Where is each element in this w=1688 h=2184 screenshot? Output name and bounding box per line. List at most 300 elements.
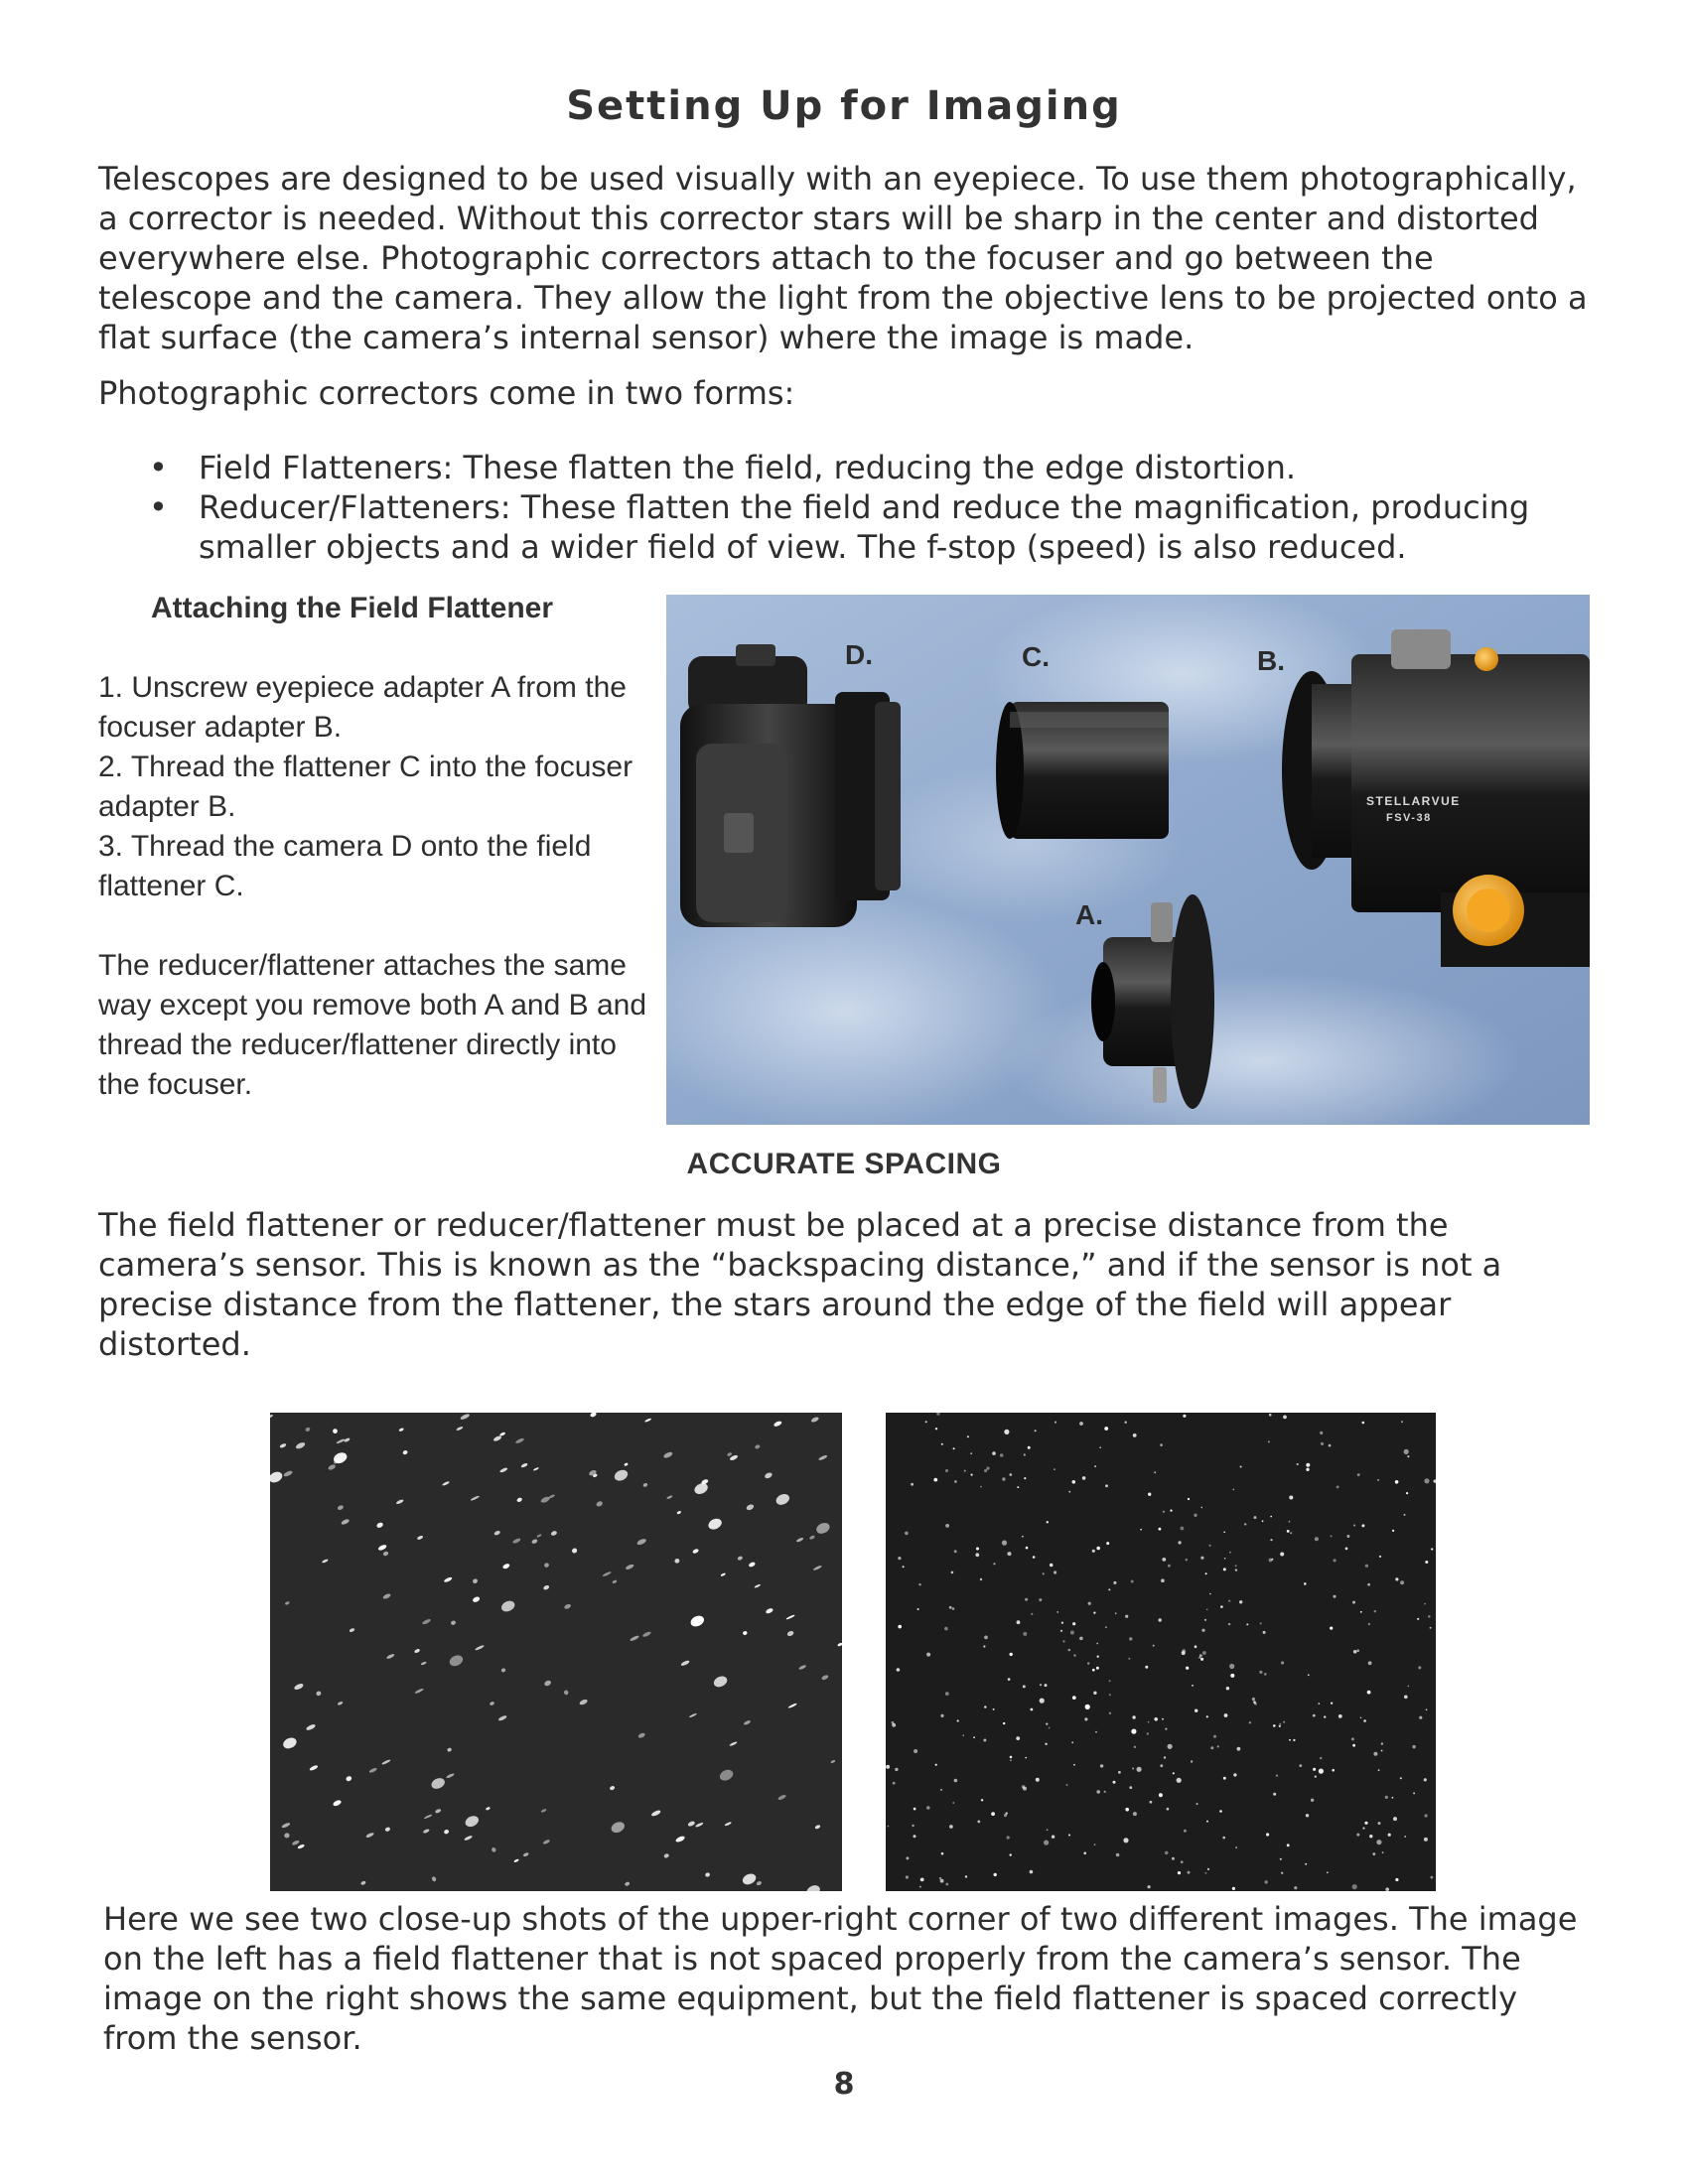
star xyxy=(917,1608,919,1610)
star xyxy=(1367,1583,1370,1586)
star xyxy=(1105,1626,1107,1628)
star xyxy=(1008,1678,1011,1681)
star xyxy=(1092,1669,1095,1672)
star xyxy=(1407,1455,1409,1457)
star xyxy=(1133,1433,1137,1437)
star xyxy=(1129,1637,1132,1640)
star xyxy=(724,1822,732,1827)
star xyxy=(384,1827,390,1833)
star xyxy=(512,1538,521,1545)
star xyxy=(1320,1757,1322,1759)
star xyxy=(1305,1863,1307,1865)
star xyxy=(540,1808,547,1813)
star xyxy=(712,1674,729,1689)
telescope-model: FSV-38 xyxy=(1386,812,1432,824)
star xyxy=(718,1768,735,1783)
star xyxy=(727,1451,733,1456)
telescope-brand: STELLARVUE xyxy=(1366,794,1461,808)
star xyxy=(1163,1511,1165,1513)
star xyxy=(1412,1745,1415,1748)
star xyxy=(1254,1516,1257,1519)
star xyxy=(756,1880,763,1886)
star xyxy=(1313,1714,1316,1717)
star xyxy=(1385,1887,1389,1891)
star xyxy=(1205,1572,1207,1574)
star xyxy=(540,1495,551,1503)
star xyxy=(1154,1471,1156,1473)
star xyxy=(1413,1792,1415,1794)
star xyxy=(1428,1615,1431,1618)
star xyxy=(365,1832,374,1839)
star xyxy=(962,1734,964,1736)
star xyxy=(550,1530,557,1536)
star xyxy=(897,1668,901,1672)
star xyxy=(1395,1577,1398,1580)
star xyxy=(1393,1817,1397,1821)
star xyxy=(515,1437,525,1444)
star xyxy=(945,1883,948,1886)
star xyxy=(447,1747,453,1752)
star xyxy=(720,1572,726,1576)
star xyxy=(787,1703,797,1708)
star xyxy=(1281,1661,1284,1664)
star xyxy=(642,1631,652,1638)
star xyxy=(1213,1735,1216,1738)
star xyxy=(1372,1852,1375,1855)
star xyxy=(741,1871,758,1886)
star xyxy=(1336,1486,1339,1489)
star xyxy=(609,1785,615,1791)
star xyxy=(1276,1775,1278,1777)
star xyxy=(1105,1484,1108,1487)
star xyxy=(1002,1541,1007,1546)
star xyxy=(395,1499,404,1505)
star xyxy=(1025,1598,1028,1601)
star xyxy=(993,1708,995,1710)
star xyxy=(693,1481,710,1496)
star xyxy=(1360,1717,1362,1719)
star xyxy=(954,1480,957,1483)
star xyxy=(984,1469,987,1472)
star xyxy=(332,1428,338,1433)
star xyxy=(1424,1478,1429,1483)
star xyxy=(1361,1524,1364,1527)
step-3: 3. Thread the camera D onto the field flattener C. xyxy=(98,830,592,902)
star xyxy=(1244,1523,1246,1525)
star xyxy=(1104,1427,1108,1431)
star xyxy=(1378,1822,1381,1825)
star xyxy=(602,1570,612,1576)
star xyxy=(650,1809,661,1817)
star xyxy=(952,1802,954,1804)
star xyxy=(971,1474,973,1476)
star xyxy=(1376,1840,1381,1844)
star xyxy=(1201,1507,1203,1509)
star xyxy=(764,1471,773,1479)
star xyxy=(1132,1715,1135,1718)
star xyxy=(1419,1716,1422,1719)
star xyxy=(1079,1637,1083,1641)
star xyxy=(1093,1692,1096,1695)
star xyxy=(1068,1835,1070,1837)
star xyxy=(332,1799,342,1807)
star xyxy=(980,1486,982,1488)
star xyxy=(1356,1834,1359,1837)
star xyxy=(1229,1552,1231,1554)
star xyxy=(306,1723,317,1731)
star xyxy=(493,1530,500,1536)
star xyxy=(1082,1476,1086,1480)
star xyxy=(460,1413,471,1421)
star xyxy=(297,1843,305,1849)
star xyxy=(1308,1674,1310,1676)
star-image-aligned xyxy=(886,1413,1436,1891)
star xyxy=(1404,1514,1406,1516)
star xyxy=(382,1592,391,1599)
star xyxy=(1362,1828,1364,1830)
star xyxy=(1345,1548,1348,1551)
star xyxy=(279,1442,287,1448)
star xyxy=(1162,1558,1166,1562)
star xyxy=(812,1565,822,1570)
star xyxy=(1196,1803,1198,1805)
star xyxy=(941,1443,943,1445)
star xyxy=(814,1521,831,1536)
star xyxy=(1024,1477,1026,1479)
star xyxy=(1249,1721,1251,1723)
star xyxy=(729,1741,738,1747)
star xyxy=(984,1636,988,1640)
star xyxy=(450,1620,456,1626)
star xyxy=(774,1420,783,1427)
star xyxy=(1304,1582,1307,1585)
star xyxy=(442,1481,450,1487)
star xyxy=(1010,1756,1013,1759)
star xyxy=(830,1759,835,1763)
star xyxy=(1209,1593,1211,1595)
star xyxy=(341,1518,351,1525)
star xyxy=(1073,1764,1075,1766)
star xyxy=(954,1550,957,1553)
star xyxy=(1388,1834,1391,1837)
star xyxy=(309,1764,319,1771)
star xyxy=(1115,1612,1117,1614)
star xyxy=(1160,1764,1163,1767)
star xyxy=(1047,1829,1049,1831)
star xyxy=(941,1852,944,1855)
star xyxy=(1148,1721,1150,1723)
star xyxy=(435,1808,442,1814)
star xyxy=(316,1691,322,1697)
star xyxy=(443,1829,449,1835)
star xyxy=(443,1576,452,1583)
star xyxy=(1178,1871,1181,1874)
star xyxy=(1132,1768,1134,1770)
star xyxy=(1040,1699,1045,1704)
star xyxy=(1418,1666,1421,1669)
star xyxy=(920,1878,924,1882)
star xyxy=(1204,1619,1206,1621)
star xyxy=(981,1799,983,1801)
star xyxy=(475,1645,485,1652)
star xyxy=(1060,1630,1062,1632)
star xyxy=(531,1539,538,1545)
star xyxy=(1378,1769,1380,1771)
star xyxy=(464,1814,481,1829)
star xyxy=(1022,1785,1025,1788)
star xyxy=(1072,1622,1075,1625)
star xyxy=(637,1732,645,1739)
star xyxy=(386,1653,395,1660)
star xyxy=(1280,1553,1284,1557)
star xyxy=(898,1557,901,1560)
star xyxy=(1096,1547,1100,1551)
page-number: 8 xyxy=(833,2067,855,2102)
star xyxy=(1201,1629,1204,1632)
star xyxy=(1265,1880,1268,1883)
equipment-photo xyxy=(666,595,1590,1125)
star xyxy=(992,1451,996,1455)
star xyxy=(1290,1532,1292,1534)
star xyxy=(377,1544,387,1552)
star xyxy=(1395,1480,1399,1484)
star xyxy=(1235,1846,1237,1848)
star xyxy=(1150,1801,1153,1804)
star xyxy=(360,1880,366,1885)
star xyxy=(499,1467,508,1473)
star xyxy=(785,1614,795,1620)
star xyxy=(1097,1656,1099,1658)
star xyxy=(1315,1537,1319,1541)
star xyxy=(624,1462,629,1466)
star xyxy=(543,1584,550,1590)
star xyxy=(1159,1528,1162,1531)
star-image-misaligned xyxy=(270,1413,842,1891)
star xyxy=(1262,1520,1264,1522)
star xyxy=(746,1503,755,1511)
step-1: 1. Unscrew eyepiece adapter A from the focuser adapter B. xyxy=(98,671,627,744)
star xyxy=(1207,1868,1209,1870)
star xyxy=(1223,1777,1226,1780)
star xyxy=(1324,1715,1326,1717)
star xyxy=(1289,1521,1291,1523)
star xyxy=(906,1856,909,1859)
star xyxy=(1332,1769,1335,1772)
star xyxy=(1404,1449,1409,1454)
star xyxy=(644,1418,651,1423)
star xyxy=(491,1846,496,1852)
star xyxy=(786,1630,794,1637)
star xyxy=(381,1759,391,1765)
star xyxy=(676,1510,681,1514)
star xyxy=(1210,1746,1213,1749)
star xyxy=(1049,1727,1051,1729)
star xyxy=(965,1875,967,1877)
star xyxy=(1279,1723,1281,1725)
star xyxy=(1061,1622,1063,1624)
star xyxy=(1096,1667,1099,1670)
star xyxy=(1283,1721,1285,1723)
label-d: D. xyxy=(845,639,873,670)
list-item-text: Reducer/Flatteners: These flatten the field and reduce the magnification, producing smaller objects and a wider field of view. The f-stop (speed) is also reduced. xyxy=(199,488,1530,566)
star xyxy=(1408,1686,1410,1688)
star xyxy=(1222,1837,1225,1840)
star xyxy=(1159,1793,1163,1797)
list-item-text: Field Flatteners: These flatten the field, reducing the edge distortion. xyxy=(199,449,1297,486)
star xyxy=(1168,1744,1173,1749)
star xyxy=(1125,1808,1129,1812)
star xyxy=(914,1835,916,1838)
star xyxy=(983,1739,986,1742)
star xyxy=(1271,1559,1273,1561)
star xyxy=(898,1625,902,1629)
star xyxy=(1017,1486,1019,1488)
star xyxy=(305,1427,311,1433)
star xyxy=(1352,1884,1357,1889)
star xyxy=(1182,1649,1186,1653)
star xyxy=(422,1618,432,1625)
star xyxy=(695,1822,704,1828)
star xyxy=(1050,1564,1054,1568)
star xyxy=(1017,1620,1021,1624)
star xyxy=(1264,1673,1267,1676)
star xyxy=(368,1767,377,1773)
star xyxy=(1022,1536,1024,1538)
label-a: A. xyxy=(1075,899,1103,930)
star xyxy=(1125,1615,1128,1618)
flattener-c xyxy=(996,702,1169,839)
star xyxy=(1352,1744,1355,1747)
star xyxy=(472,1578,478,1584)
star xyxy=(1145,1666,1148,1669)
star xyxy=(1148,1885,1151,1888)
star xyxy=(973,1736,975,1738)
star xyxy=(502,1563,510,1570)
star xyxy=(1044,1841,1049,1845)
star xyxy=(1287,1530,1290,1533)
star xyxy=(376,1522,384,1529)
star xyxy=(1239,1600,1242,1603)
star xyxy=(707,1517,724,1532)
star xyxy=(1047,1521,1049,1523)
star xyxy=(1106,1542,1109,1545)
star xyxy=(975,1553,979,1557)
star xyxy=(945,1524,949,1528)
star xyxy=(1025,1757,1027,1759)
star xyxy=(765,1607,774,1614)
star xyxy=(1010,1853,1012,1855)
star xyxy=(912,1825,914,1827)
star xyxy=(886,1765,890,1769)
star xyxy=(398,1428,404,1433)
star xyxy=(1306,1814,1309,1817)
star xyxy=(1353,1525,1355,1527)
star xyxy=(1379,1556,1381,1558)
star xyxy=(1369,1835,1372,1838)
star xyxy=(1289,1496,1293,1500)
star xyxy=(1392,1797,1394,1799)
star xyxy=(1054,1468,1055,1470)
star xyxy=(1162,1718,1164,1720)
star xyxy=(1235,1565,1237,1567)
star xyxy=(1009,1473,1012,1476)
star xyxy=(446,1773,455,1779)
star xyxy=(964,1470,966,1472)
star xyxy=(893,1782,896,1785)
star xyxy=(1023,1685,1026,1688)
star xyxy=(420,1661,426,1666)
star xyxy=(1367,1691,1371,1695)
star xyxy=(1073,1654,1075,1656)
star xyxy=(986,1467,989,1470)
star xyxy=(564,1603,572,1610)
star xyxy=(984,1706,986,1707)
star xyxy=(1299,1764,1302,1767)
star xyxy=(954,1779,958,1783)
star xyxy=(1072,1480,1076,1484)
star xyxy=(976,1548,979,1551)
star xyxy=(925,1421,927,1423)
star xyxy=(1104,1791,1106,1793)
star xyxy=(1165,1728,1167,1730)
star xyxy=(945,1469,948,1472)
star xyxy=(456,1426,464,1431)
star xyxy=(346,1775,352,1782)
star xyxy=(1173,1772,1175,1774)
star xyxy=(1108,1588,1110,1590)
star xyxy=(1068,1491,1070,1493)
star xyxy=(1030,1870,1034,1874)
star xyxy=(805,1883,822,1891)
star xyxy=(1331,1703,1333,1705)
star xyxy=(674,1558,680,1564)
star xyxy=(1377,1479,1379,1481)
star xyxy=(1045,1684,1048,1687)
star xyxy=(1024,1453,1026,1455)
star xyxy=(328,1463,337,1470)
star xyxy=(754,1583,761,1588)
star xyxy=(918,1583,920,1585)
star xyxy=(1167,1808,1170,1811)
star xyxy=(967,1435,969,1437)
star xyxy=(1054,1570,1056,1573)
star xyxy=(1400,1777,1402,1779)
star xyxy=(1434,1479,1437,1482)
star xyxy=(499,1599,516,1614)
star xyxy=(1040,1684,1042,1686)
star xyxy=(1273,1724,1276,1727)
star xyxy=(1194,1514,1196,1517)
star xyxy=(1045,1743,1047,1745)
star xyxy=(1226,1687,1229,1690)
star xyxy=(1178,1541,1181,1544)
star xyxy=(949,1825,953,1829)
star xyxy=(1368,1661,1372,1665)
star xyxy=(1072,1696,1076,1700)
star xyxy=(906,1875,909,1878)
star xyxy=(543,1680,551,1687)
star xyxy=(1246,1623,1248,1625)
star xyxy=(1425,1561,1428,1564)
star xyxy=(1346,1535,1349,1538)
star xyxy=(1133,1812,1137,1816)
star xyxy=(1161,1578,1165,1582)
star xyxy=(1219,1810,1222,1813)
star xyxy=(1319,1769,1324,1774)
star xyxy=(1223,1532,1225,1534)
star xyxy=(1023,1632,1027,1636)
star xyxy=(911,1483,914,1486)
